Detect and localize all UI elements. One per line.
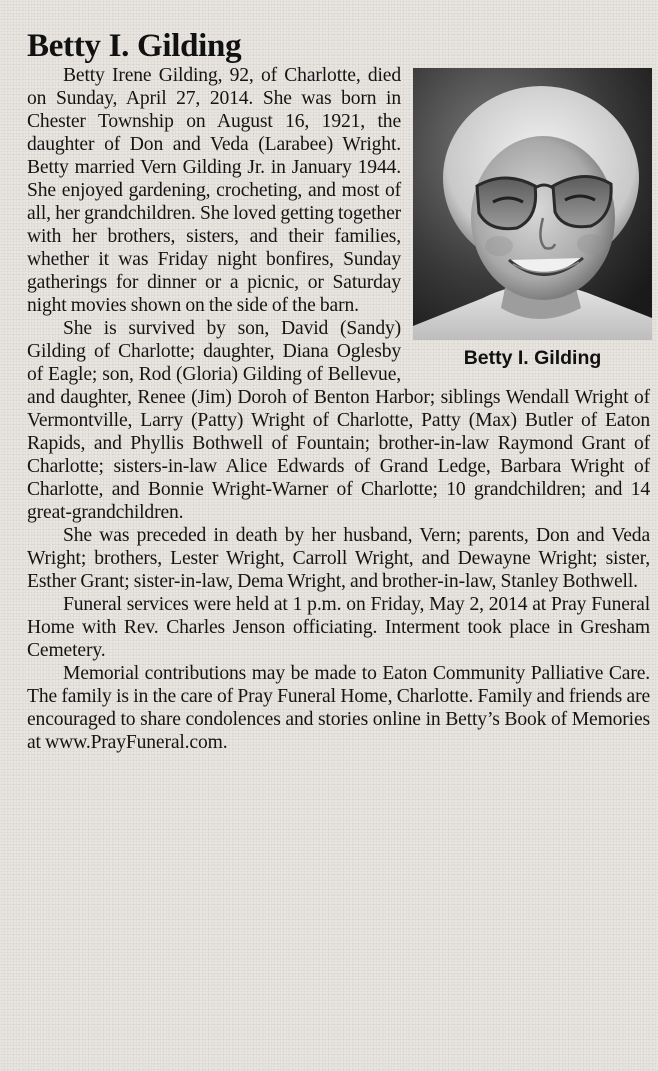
obituary-headline: Betty I. Gilding [27, 28, 242, 64]
paragraph-survivors: She is survived by son, David (Sandy) Gilding of Charlotte; daughter, Diana Oglesby of Eagle; son, Rod (Gloria) Gilding of Bellevue, and daughter, Renee (Jim) Doroh of Benton Harbor; siblings Wendall Wright of Vermontville, Larry (Patty) Wright of Charlotte, Patty (Max) Butler of Eaton Rapids, and Phyllis Bothwell of Fountain; brother-in-law Raymond Grant of Charlotte; sisters-in-law Alice Edwards of Grand Ledge, Barbara Wright of Charlotte, and Bonnie Wright-Warner of Charlotte; 10 grandchildren; and 14 great-grandchildren. [27, 318, 650, 523]
paragraph-life-summary: Betty Irene Gilding, 92, of Charlotte, died on Sunday, April 27, 2014. She was born in Chester Township on August 16, 1921, the daughter of Don and Veda (Larabee) Wright. Betty married Vern Gilding Jr. in January 1944. She enjoyed gardening, crocheting, and most of all, her grandchildren. She loved getting together with her brothers, sisters, and their families, whether it was Friday night bonfires, Sunday gatherings for dinner or a picnic, or Saturday night movies shown on the side of the barn. [27, 65, 401, 316]
portrait-caption: Betty I. Gilding [463, 347, 602, 369]
paragraph-preceded-in-death: She was preceded in death by her husband, Vern; parents, Don and Veda Wright; brothers, Lester Wright, Carroll Wright, and Dewayne Wright; sister, Esther Grant; sister-in-law, Dema Wright, and brother-in-law, Stanley Bothwell. [27, 525, 650, 592]
paragraph-funeral-services: Funeral services were held at 1 p.m. on Friday, May 2, 2014 at Pray Funeral Home with Rev. Charles Jenson officiating. Interment took place in Gresham Cemetery. [27, 594, 650, 661]
portrait-photo [413, 68, 652, 340]
paragraph-memorial-contributions: Memorial contributions may be made to Eaton Community Palliative Care. The family is in the care of Pray Funeral Home, Charlotte. Family and friends are encouraged to share condolences and stories online in Betty’s Book of Memories at www.PrayFuneral.com. [27, 663, 650, 753]
portrait-block [413, 68, 652, 371]
